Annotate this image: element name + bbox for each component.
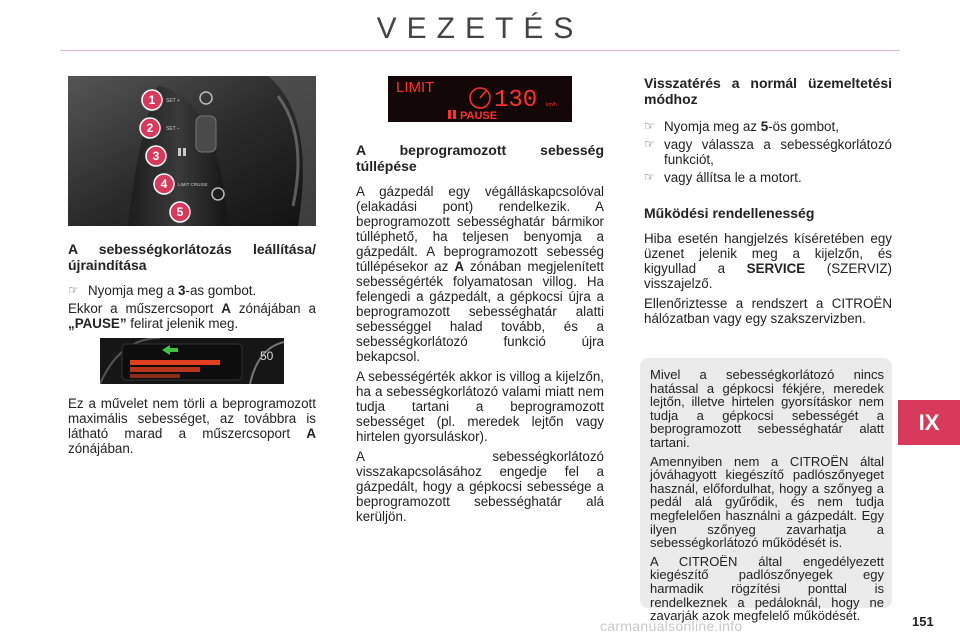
paragraph: Hiba esetén hangjelzés kíséretében egy üzenet jelenik meg a kijelzőn, és kigyullad a SERVICE (SZERVIZ) visszajelző. bbox=[644, 231, 892, 291]
pointer-icon: ☞ bbox=[68, 283, 79, 297]
info-box bbox=[640, 358, 892, 624]
limit-display bbox=[388, 76, 572, 122]
limit-label: LIMIT bbox=[396, 79, 435, 96]
heading-overspeed: A beprogramozott sebesség túllépése bbox=[356, 142, 604, 174]
stalk-label-2: SET − bbox=[166, 126, 180, 132]
info-paragraph: Mivel a sebességkorlátozó nincs hatással a gépkocsi fékjére, meredek lejtőn, illetve hirtelen gyorsításkor nem tudja a gépkocsi sebességét a beprogramozott sebességhatár alatt tartani. bbox=[650, 367, 884, 450]
stalk-label-1: SET + bbox=[166, 98, 180, 104]
cluster-photo bbox=[100, 338, 284, 384]
paragraph: Ez a művelet nem törli a beprogramozott maximális sebességet, az továbbra is látható marad a műszercsoport A zónájában. bbox=[68, 396, 316, 456]
list-item: ☞ Nyomja meg az 5-ös gombot, bbox=[644, 119, 839, 134]
page-title: VEZETÉS bbox=[376, 12, 584, 45]
heading-malfunction: Működési rendellenesség bbox=[644, 205, 815, 221]
badge-1: 1 bbox=[148, 93, 156, 107]
left-column bbox=[68, 241, 316, 336]
page-number: 151 bbox=[912, 614, 934, 629]
limit-value: 130 bbox=[494, 87, 538, 114]
middle-column bbox=[356, 142, 604, 529]
heading-normal-mode: Visszatérés a normál üzemeltetési módhoz bbox=[644, 75, 892, 107]
paragraph: A sebességkorlátozó visszakapcsolásához engedje fel a gázpedált, hogy a gépkocsi sebessége a beprogramozott sebességhatár alá kerüljön. bbox=[356, 449, 604, 524]
paragraph: Ellenőriztesse a rendszert a CITROËN hálózatban vagy egy szakszervizben. bbox=[644, 296, 892, 326]
list-item: ☞ vagy állítsa le a motort. bbox=[644, 170, 802, 185]
paragraph: A gázpedál egy végálláskapcsolóval (elakadási pont) rendelkezik. A beprogramozott sebességhatár bármikor túlléphető, ha teljesen benyomja a gázpedált. A beprogramozott sebesség túllépésekor az A zónában megjelenített sebességérték folyamatosan villog. Ha felengedi a gázpedált, a gépkocsi újra a beprogramozott sebességhatár alatti sebességgel halad tovább, és a sebességkorlátozó funkció újra bekapcsol. bbox=[356, 184, 604, 364]
chapter-tab: IX bbox=[898, 400, 960, 445]
watermark: carmanualsonline.info bbox=[600, 618, 743, 634]
badge-4: 4 bbox=[160, 177, 168, 191]
paragraph: Ekkor a műszercsoport A zónájában a „PAUSE” felirat jelenik meg. bbox=[68, 301, 316, 331]
badge-2: 2 bbox=[146, 121, 154, 135]
pointer-icon: ☞ bbox=[644, 137, 655, 151]
stalk-label-4: LIMIT CRUISE bbox=[178, 182, 208, 187]
pause-label: PAUSE bbox=[460, 110, 498, 122]
pointer-icon: ☞ bbox=[644, 119, 655, 133]
right-column bbox=[644, 75, 892, 331]
badge-3: 3 bbox=[152, 149, 160, 163]
paragraph: A sebességérték akkor is villog a kijelzőn, ha a sebességkorlátozó valami miatt nem tudja tartani a beprogramozott sebességet (pl. meredek lejtőn vagy hirtelen gyorsuláskor). bbox=[356, 369, 604, 444]
title-divider bbox=[60, 50, 900, 51]
stalk-photo bbox=[68, 76, 316, 226]
left-column-lower bbox=[68, 396, 316, 461]
pointer-icon: ☞ bbox=[644, 170, 655, 184]
info-paragraph: A CITROËN által engedélyezett kiegészítő padlószőnyegek egy harmadik rögzítési ponttal is rendelkeznek a pedáloknál, hogy ne zavarják azok megfelelő működését. bbox=[650, 553, 884, 624]
list-item: ☞ Nyomja meg a 3-as gombot. bbox=[68, 283, 257, 298]
heading-pause: A sebességkorlátozás leállítása/újraindítása bbox=[68, 241, 316, 273]
gauge-tick: 50 bbox=[260, 349, 274, 363]
list-item: ☞ vagy válassza a sebességkorlátozó funkciót, bbox=[644, 137, 892, 167]
limit-unit: km/h bbox=[546, 102, 557, 108]
badge-5: 5 bbox=[176, 205, 184, 219]
info-paragraph: Amennyiben nem a CITROËN által jóváhagyott kiegészítő padlószőnyeget használ, előfordulhat, hogy a szőnyeg a pedál alá gyűrődik, és nem tudja megfelelően használni a gázpedált. Egy ilyen szőnyeg zavarhatja a sebességkorlátozó működését is. bbox=[650, 453, 884, 551]
